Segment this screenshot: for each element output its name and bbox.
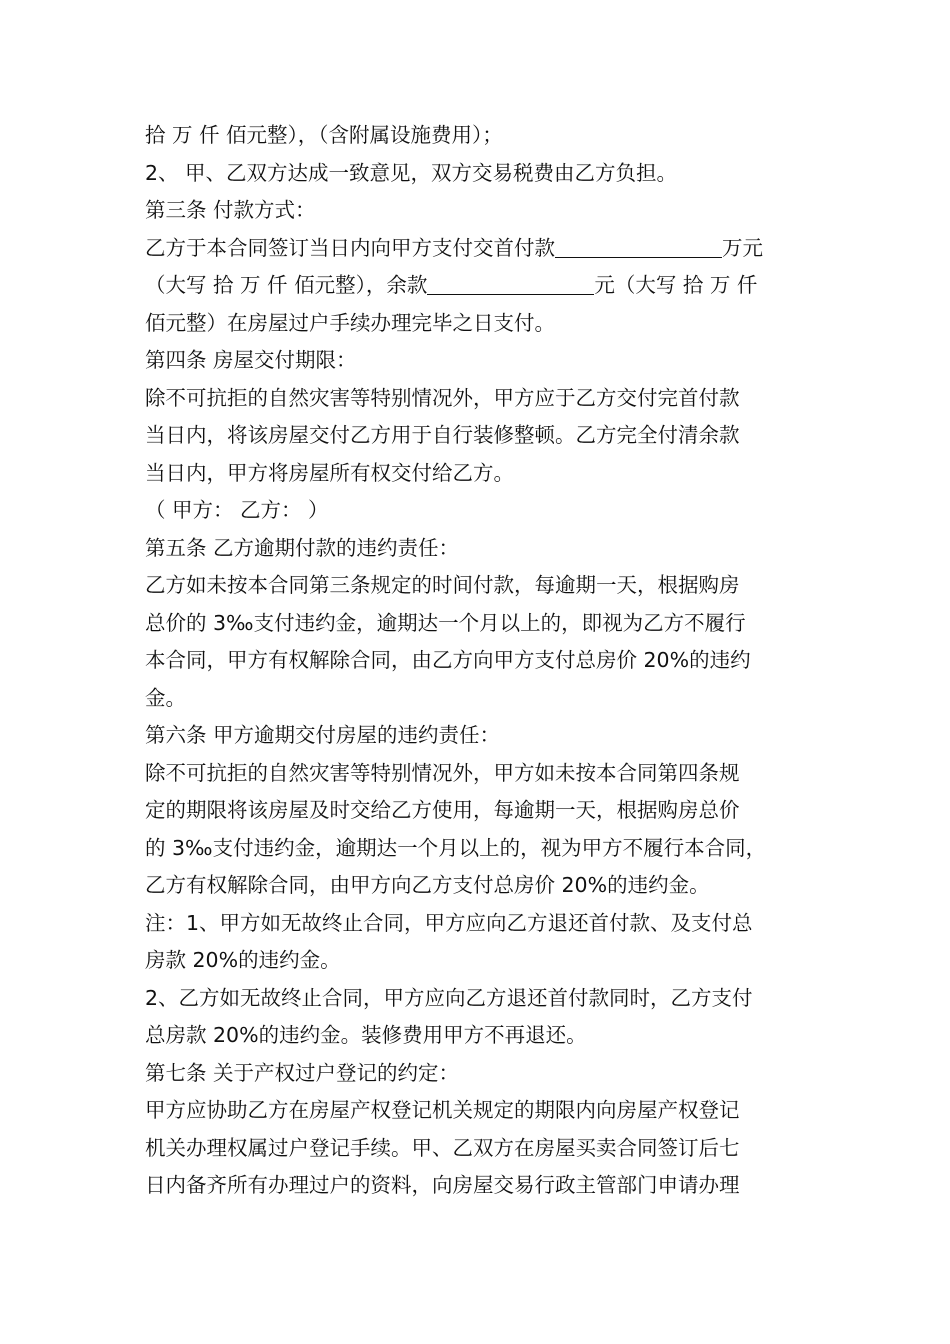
text-line: 日内备齐所有办理过户的资料，向房屋交易行政主管部门申请办理: [145, 1173, 740, 1197]
signature-line: （ 甲方： 乙方： ）: [145, 498, 329, 522]
section-heading: 第四条 房屋交付期限：: [145, 348, 357, 372]
note-line: 2、乙方如无故终止合同，甲方应向乙方退还首付款同时，乙方支付: [145, 985, 753, 1010]
section-heading: 第六条 甲方逾期交付房屋的违约责任：: [145, 723, 501, 747]
text-line: 总价的 3‰支付违约金，逾期达一个月以上的，即视为乙方不履行: [145, 610, 746, 635]
text-line: 除不可抗拒的自然灾害等特别情况外，甲方应于乙方交付完首付款: [145, 385, 740, 410]
text-line: 的 3‰支付违约金，逾期达一个月以上的，视为甲方不履行本合同，: [145, 835, 767, 860]
note-line: 总房款 20%的违约金。装修费用甲方不再退还。: [145, 1023, 587, 1047]
text-line: 拾 万 仟 佰元整），（含附属设施费用）；: [145, 123, 503, 147]
text-line: 金。: [145, 685, 186, 710]
text-line: 定的期限将该房屋及时交给乙方使用，每逾期一天，根据购房总价: [145, 798, 740, 822]
text-line: 2、 甲、乙双方达成一致意见，双方交易税费由乙方负担。: [145, 160, 678, 185]
line-text-after: 元（大写 拾 万 仟: [594, 273, 758, 297]
text-line: 乙方如未按本合同第三条规定的时间付款，每逾期一天，根据购房: [145, 573, 740, 597]
line-text-before: （大写 拾 万 仟 佰元整），余款: [145, 273, 428, 297]
text-line: 乙方有权解除合同，由甲方向乙方支付总房价 20%的违约金。: [145, 873, 710, 897]
section-heading: 第五条 乙方逾期付款的违约责任：: [145, 535, 460, 560]
text-line: 当日内，将该房屋交付乙方用于自行装修整顿。乙方完全付清余款: [145, 423, 740, 447]
contract-body: [145, 117, 813, 1205]
text-line-with-blank: [145, 267, 813, 305]
section-heading: 第三条 付款方式：: [145, 198, 316, 222]
section-heading: 第七条 关于产权过户登记的约定：: [145, 1060, 460, 1085]
text-line: 本合同，甲方有权解除合同，由乙方向甲方支付总房价 20%的违约: [145, 648, 751, 672]
text-line: 除不可抗拒的自然灾害等特别情况外，甲方如未按本合同第四条规: [145, 760, 740, 785]
text-line: 佰元整）在房屋过户手续办理完毕之日支付。: [145, 310, 555, 335]
text-line: 甲方应协助乙方在房屋产权登记机关规定的期限内向房屋产权登记: [145, 1098, 740, 1122]
text-line-with-blank: [145, 230, 813, 268]
line-text-before: 乙方于本合同签订当日内向甲方支付交首付款: [145, 235, 555, 260]
note-line: 注：1、甲方如无故终止合同，甲方应向乙方退还首付款、及支付总: [145, 910, 753, 935]
note-line: 房款 20%的违约金。: [145, 948, 341, 972]
fill-in-blank-down-payment[interactable]: [555, 234, 722, 258]
line-text-after: 万元: [722, 235, 763, 260]
text-line: 当日内，甲方将房屋所有权交付给乙方。: [145, 460, 514, 485]
fill-in-blank-balance[interactable]: [427, 271, 594, 295]
text-line: 机关办理权属过户登记手续。甲、乙双方在房屋买卖合同签订后七: [145, 1135, 740, 1160]
